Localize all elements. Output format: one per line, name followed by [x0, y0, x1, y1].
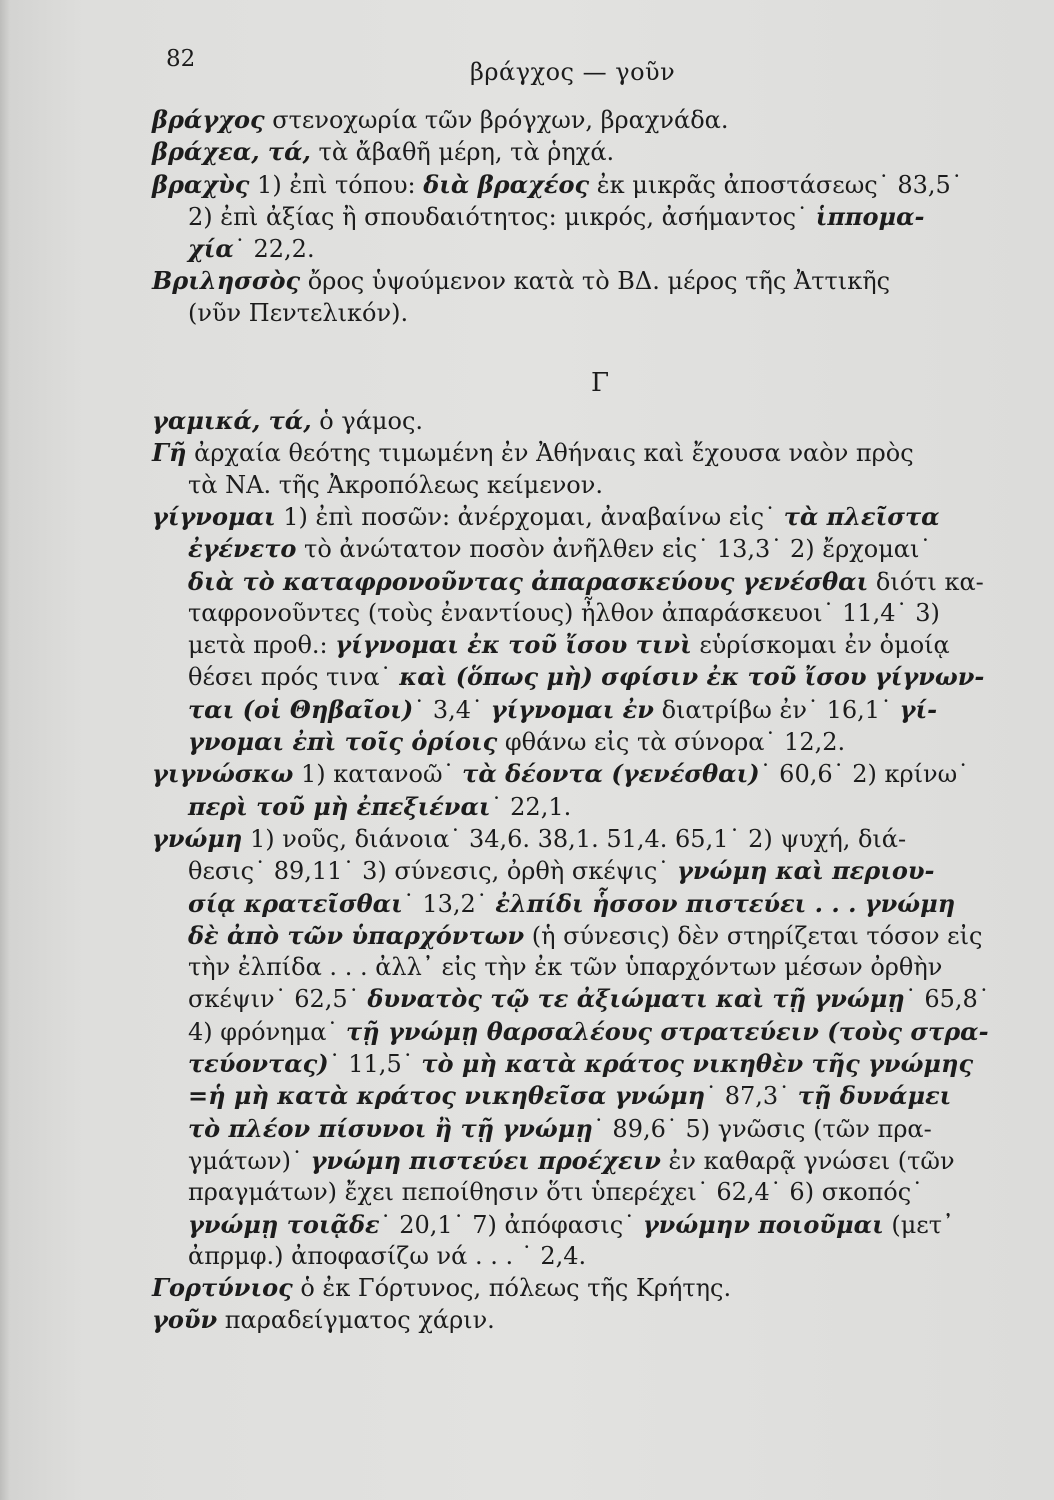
dictionary-entry: [152, 136, 1008, 168]
definition-text: (μετ᾽: [883, 1210, 955, 1239]
entry-headword: Βριλησσὸς: [152, 266, 301, 296]
definition-text: τὴν ἐλπίδα . . . ἀλλ᾽ εἰς τὴν ἐκ τῶν ὑπαρχόντων μέσων ὀρθὴν: [188, 953, 943, 982]
entry-line: [152, 566, 1008, 598]
entries-gamma: [152, 405, 1008, 1337]
dictionary-entry: [152, 1272, 1008, 1304]
quoted-phrase: γίγνομαι ἐκ τοῦ ἴσου τινὶ: [335, 630, 692, 660]
dictionary-entry: [152, 501, 1008, 758]
definition-text: ἀπρμφ.) ἀποφασίζω νά . . . ˙ 2,4.: [188, 1241, 587, 1270]
quoted-phrase: τὸ πλέον πίσυνοι ἢ τῇ γνώμῃ: [188, 1113, 593, 1143]
definition-text: (νῦν Πεντελικόν).: [188, 298, 409, 327]
definition-text: 1) νοῦς, διάνοια˙ 34,6. 38,1. 51,4. 65,1˙ 2) ψυχή, διά-: [242, 824, 907, 853]
definition-text: παραδείγματος χάριν.: [217, 1306, 495, 1335]
quoted-phrase: γνώμην ποιοῦμαι: [642, 1209, 884, 1239]
entry-line: [152, 983, 1008, 1015]
definition-text: θέσει πρός τινα˙: [188, 663, 400, 692]
quoted-phrase: ται (οἱ Θηβαῖοι): [188, 694, 414, 724]
entry-line: [152, 503, 940, 531]
quoted-phrase: γί-: [899, 694, 938, 724]
definition-text: σκέψιν˙ 62,5˙: [188, 985, 368, 1014]
entry-line: [152, 1048, 1008, 1080]
definition-text: ˙ 22,2.: [233, 235, 315, 264]
definition-text: ˙ 87,3˙: [705, 1082, 798, 1111]
entry-line: [152, 760, 969, 788]
definition-text: ὁ γάμος.: [311, 407, 424, 436]
definition-text: ˙ 13,2˙: [402, 889, 496, 918]
definition-text: τὰ ΝΑ. τῆς Ἀκροπόλεως κείμενον.: [188, 470, 603, 499]
entry-line: [152, 407, 423, 435]
definition-text: γμάτων)˙: [188, 1146, 311, 1175]
definition-text: 4) φρόνημα˙: [188, 1017, 347, 1046]
entry-line: [152, 694, 1008, 726]
quoted-phrase: τὰ δέοντα (γενέσθαι): [462, 759, 760, 789]
entry-line: [152, 201, 1008, 233]
quoted-phrase: ἐλπίδι ἧσσον πιστεύει . . . γνώμη: [495, 888, 956, 918]
dictionary-entry: [152, 265, 1008, 329]
entry-headword: γαμικά, τά,: [152, 406, 312, 436]
entry-line: [152, 138, 614, 166]
quoted-phrase: =ἡ μὴ κατὰ κράτος νικηθεῖσα γνώμη: [188, 1081, 706, 1111]
entry-line: [152, 439, 914, 467]
definition-text: ἐν καθαρᾷ γνώσει (τῶν: [660, 1146, 955, 1175]
dictionary-entry: [152, 437, 1008, 501]
definition-text: στενοχωρία τῶν βρόγχων, βραχνάδα.: [264, 106, 729, 134]
entry-line: [152, 106, 728, 134]
entry-line: [152, 1177, 1008, 1208]
entry-headword: γοῦν: [152, 1305, 218, 1335]
entry-line: [152, 1080, 1008, 1112]
entry-line: [152, 533, 1008, 565]
entry-line: [152, 952, 1008, 983]
entry-line: [152, 470, 1008, 501]
entry-line: [152, 726, 1008, 758]
quoted-phrase: τὸ μὴ κατὰ κράτος νικηθὲν τῆς γνώμης: [421, 1049, 974, 1079]
page-edge-shadow: [0, 0, 10, 1500]
definition-text: ἀρχαία θεότης τιμωμένη ἐν Ἀθήναις καὶ ἔχουσα ναὸν πρὸς: [186, 439, 914, 468]
entry-headword: γίγνομαι: [152, 501, 276, 531]
quoted-phrase: δυνατὸς τῷ τε ἀξιώματι καὶ τῇ γνώμῃ: [367, 984, 905, 1014]
quoted-phrase: γνώμη πιστεύει προέχειν: [310, 1145, 661, 1175]
quoted-phrase: διὰ τὸ καταφρονοῦντας ἀπαρασκεύους γενέσθαι: [188, 566, 869, 596]
definition-text: 1) κατανοῶ˙: [293, 760, 463, 789]
definition-text: διότι κα-: [868, 567, 984, 596]
entry-headword: βράχεα, τά,: [152, 137, 311, 167]
quoted-phrase: γνομαι ἐπὶ τοῖς ὁρίοις: [188, 727, 498, 757]
definition-text: μετὰ προθ.:: [188, 631, 336, 660]
section-letter-gamma: Γ: [590, 368, 610, 399]
definition-text: θεσις˙ 89,11˙ 3) σύνεσις, ὀρθὴ σκέψις˙: [188, 857, 677, 886]
entry-line: [152, 1016, 1008, 1048]
entry-line: [152, 888, 1008, 920]
definition-text: ἐκ μικρᾶς ἀποστάσεως˙ 83,5˙: [589, 170, 963, 199]
entry-headword: βραχὺς: [152, 169, 250, 199]
dictionary-entry: [152, 1304, 1008, 1336]
quoted-phrase: περὶ τοῦ μὴ ἐπεξιέναι: [188, 791, 491, 821]
quoted-phrase: γνώμῃ τοιᾷδε: [188, 1209, 380, 1239]
entry-headword: βράγχος: [152, 105, 265, 134]
definition-text: ˙ 65,8˙: [904, 985, 990, 1014]
entry-line: [152, 920, 1008, 952]
definition-text: ταφρονοῦντες (τοὺς ἐναντίους) ἦλθον ἀπαράσκευοι˙ 11,4˙ 3): [188, 598, 940, 627]
lexicon-body: [152, 104, 1008, 1337]
entry-headword: γιγνώσκω: [152, 759, 294, 789]
dictionary-entry: [152, 405, 1008, 437]
entry-line: [152, 791, 1008, 823]
definition-text: τὰ ἄβαθῆ μέρη, τὰ ῥηχά.: [310, 138, 615, 167]
entry-line: [152, 267, 890, 295]
definition-text: 1) ἐπὶ τόπου:: [249, 170, 424, 199]
definition-text: εὑρίσκομαι ἐν ὁμοίᾳ: [691, 631, 950, 660]
definition-text: 2) ἐπὶ ἀξίας ἢ σπουδαιότητος: μικρός, ἀσήμαντος˙: [188, 202, 816, 231]
quoted-phrase: χία: [188, 234, 234, 264]
entry-line: [152, 629, 1008, 661]
quoted-phrase: διὰ βραχέος: [423, 169, 590, 199]
quoted-phrase: καὶ (ὅπως μὴ) σφίσιν ἐκ τοῦ ἴσου γίγνων-: [399, 662, 985, 692]
entry-line: [152, 855, 1008, 887]
entry-line: [152, 825, 906, 853]
definition-text: ˙ 22,1.: [490, 792, 572, 821]
definition-text: ˙ 11,5˙: [328, 1050, 422, 1079]
entry-headword: Γῆ: [152, 438, 187, 468]
dictionary-entry: [152, 823, 1008, 1272]
entry-line: [152, 1145, 1008, 1177]
definition-text: ˙ 20,1˙ 7) ἀπόφασις˙: [379, 1210, 643, 1239]
entry-headword: γνώμη: [152, 823, 243, 853]
definition-text: ὁ ἐκ Γόρτυνος, πόλεως τῆς Κρήτης.: [292, 1274, 732, 1303]
page-number: 82: [166, 46, 196, 72]
entry-line: [152, 233, 1008, 265]
definition-text: τὸ ἀνώτατον ποσὸν ἀνῆλθεν εἰς˙ 13,3˙ 2) ἔρχομαι˙: [296, 535, 932, 564]
definition-text: ˙ 89,6˙ 5) γνῶσις (τῶν πρα-: [592, 1114, 932, 1143]
entry-line: [152, 298, 1008, 329]
running-title: βράγχος — γοῦν: [470, 58, 676, 86]
entry-line: [152, 1209, 1008, 1241]
entry-headword: Γορτύνιος: [152, 1273, 293, 1303]
quoted-phrase: δὲ ἀπὸ τῶν ὑπαρχόντων: [188, 920, 525, 950]
quoted-phrase: ἱππομα-: [815, 201, 925, 231]
quoted-phrase: ἐγένετο: [188, 534, 297, 564]
definition-text: ὄρος ὑψούμενον κατὰ τὸ ΒΔ. μέρος τῆς Ἀττικῆς: [300, 267, 891, 296]
definition-text: ˙ 60,6˙ 2) κρίνω˙: [759, 760, 970, 789]
quoted-phrase: γίγνομαι ἐν: [490, 694, 654, 724]
quoted-phrase: τὰ πλεῖστα: [783, 501, 940, 531]
entry-line: [152, 1113, 1008, 1145]
quoted-phrase: τεύοντας): [188, 1049, 329, 1079]
definition-text: ˙ 3,4˙: [413, 695, 491, 724]
dictionary-entry: [152, 169, 1008, 266]
definition-text: (ἡ σύνεσις) δὲν στηρίζεται τόσον εἰς: [524, 921, 983, 950]
entry-line: [152, 598, 1008, 629]
entry-line: [152, 1274, 731, 1302]
entry-line: [152, 661, 1008, 693]
quoted-phrase: σίᾳ κρατεῖσθαι: [188, 888, 403, 918]
definition-text: πραγμάτων) ἔχει πεποίθησιν ὅτι ὑπερέχει˙ 62,4˙ 6) σκοπός˙: [188, 1178, 924, 1207]
quoted-phrase: τῇ γνώμῃ θαρσαλέους στρατεύειν (τοὺς στρα-: [346, 1016, 989, 1046]
entry-line: [152, 1241, 1008, 1272]
definition-text: διατρίβω ἐν˙ 16,1˙: [653, 695, 900, 724]
entries-before-gamma: [152, 104, 1008, 329]
entry-line: [152, 171, 963, 199]
quoted-phrase: τῇ δυνάμει: [797, 1081, 952, 1111]
definition-text: φθάνω εἰς τὰ σύνορα˙ 12,2.: [497, 728, 846, 757]
dictionary-entry: [152, 104, 1008, 136]
dictionary-entry: [152, 758, 1008, 823]
entry-line: [152, 1306, 495, 1334]
definition-text: 1) ἐπὶ ποσῶν: ἀνέρχομαι, ἀναβαίνω εἰς˙: [275, 502, 784, 531]
quoted-phrase: γνώμη καὶ περιου-: [676, 856, 935, 886]
